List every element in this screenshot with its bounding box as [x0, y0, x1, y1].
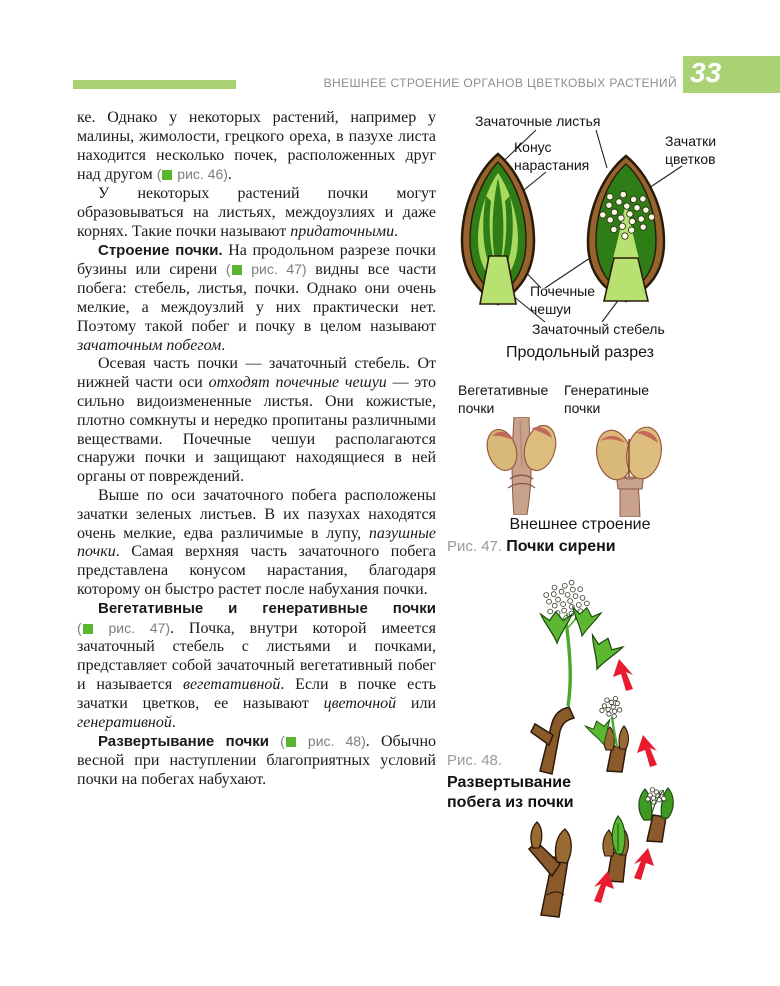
figure-47-photos [450, 375, 780, 540]
figure-reference: ( рис. 47) [77, 619, 171, 636]
text-segment: . [394, 222, 399, 240]
figure-ref-square-icon [162, 170, 172, 180]
text-segment: Осевая часть почки — зачаточный стебель. От нижней части оси [77, 355, 436, 392]
figure-column [447, 110, 780, 970]
header-green-bar [73, 80, 236, 89]
figure-ref-square-icon [286, 737, 296, 747]
label-flower-primordia: Зачатки цветков [665, 133, 717, 168]
paragraph-6 [77, 600, 436, 733]
figure-47-caption-prefix: Рис. 47. [447, 538, 503, 555]
text-segment: Выше по оси зачаточного побега расположены зачатки зеленых листьев. В их пазухах находятся очень мелкие, едва различимые в лупу, [77, 486, 436, 542]
text-segment: . Почка, внутри которой имеется зачаточный стебель с листьями и почками, представляет собой зачаточный вегетативный побег и называется [77, 619, 436, 693]
text-segment: зачаточным побегом [77, 336, 222, 354]
page-number-box [683, 56, 780, 93]
text-segment [269, 733, 280, 750]
text-segment: . Если в почке есть зачатки цветков, ее называют [77, 675, 436, 712]
figure-48-caption-title: Развертывание побега из почки [447, 774, 574, 811]
inline-heading: Строение почки. [98, 241, 223, 259]
page-number: 33 [690, 57, 722, 88]
emerging-cluster-dots [600, 696, 622, 718]
text-segment: вегетативной [183, 675, 281, 693]
figure-reference: ( рис. 47) [225, 261, 307, 278]
label-embryonic-stem: Зачаточный стебель [532, 321, 665, 337]
text-segment: . Обычно весной при наступлении благоприятных условий почки на побегах набухают. [77, 733, 437, 788]
label-vegetative-buds: Вегетативные почки [458, 382, 549, 417]
figure-reference: ( рис. 48) [280, 733, 366, 750]
vegetative-buds-photo [482, 417, 560, 515]
text-segment: генеративной [77, 713, 172, 731]
text-segment: придаточными [290, 222, 395, 240]
text-segment: . [221, 336, 226, 354]
running-head: ВНЕШНЕЕ СТРОЕНИЕ ОРГАНОВ ЦВЕТКОВЫХ РАСТЕНИЙ [323, 76, 677, 90]
text-segment: . [227, 166, 232, 184]
figure-ref-square-icon [83, 624, 93, 634]
bud-unfolding-drawing [507, 565, 780, 937]
figure-ref-square-icon [232, 265, 242, 275]
stage-bud-opening [639, 788, 673, 842]
figure-47-caption-title: Почки сирени [506, 538, 616, 555]
generative-buds-photo [586, 425, 674, 517]
red-arrow-2 [634, 848, 654, 880]
generative-bud-section [588, 156, 664, 301]
stage-dormant-twig [529, 822, 571, 917]
article-text [77, 109, 436, 790]
label-generative-buds: Генератиные почки [564, 382, 650, 417]
figure-48 [447, 562, 780, 970]
label-bud-scales: Почечные чешуи [530, 283, 596, 318]
text-segment: — это сильно видоизмененные листья. Они кожистые, плотно сомкнуты и нередко пропитаны различными веществами. Почечные чешуи располагаются снаружи почки и защищают находящиеся в ней органы от повреждений. [77, 374, 437, 486]
vegetative-bud-section [462, 154, 534, 304]
text-segment: У некоторых растений почки могут образовываться на листьях, междоузлиях и даже корнях. Такие почки называют [77, 185, 436, 240]
paragraph-3 [77, 242, 436, 356]
paragraph-1 [77, 109, 436, 185]
figure-48-caption-prefix: Рис. 48. [447, 752, 503, 769]
label-growth-cone: Конус нарастания [514, 139, 590, 174]
red-arrow-4 [613, 659, 633, 691]
paragraph-7 [77, 732, 436, 789]
caption-longitudinal-section: Продольный разрез [506, 344, 654, 361]
text-segment: отходят почечные чешуи [208, 374, 387, 392]
paragraph-2 [77, 185, 436, 241]
inline-heading: Развертывание почки [98, 733, 269, 751]
text-segment: . Самая верхняя часть зачаточного побега представлена конусом нарастания, благодаря которому он быстро растет после набухания почки. [77, 543, 436, 598]
text-segment: или [396, 694, 436, 712]
text-segment: цветочной [323, 694, 397, 712]
red-arrow-3 [637, 735, 657, 767]
figure-47-caption [447, 538, 616, 556]
text-segment: видны все части побега: стебель, листья, почки. Однако они очень мелкие, а междоузлий у них практически нет. Поэтому такой побег и почку в целом называют [77, 261, 437, 335]
caption-external-structure: Внешнее строение [509, 516, 651, 533]
text-segment: пазушные почки [77, 524, 436, 561]
stage-bud-swelling [603, 816, 629, 882]
stage-inflorescence-emerging [585, 696, 628, 772]
text-segment: . [171, 713, 176, 731]
text-segment: ке. Однако у некоторых растений, например у малины, жимолости, грецкого ореха, в пазухе листа находится несколько почек, расположенных друг над другом [77, 109, 436, 184]
text-segment: На продольном разрезе почки бузины или сирени [77, 241, 436, 279]
figure-47-longitudinal-section [450, 110, 780, 372]
paragraph-5 [77, 487, 436, 600]
label-embryonic-leaves: Зачаточные листья [475, 113, 601, 129]
figure-reference: ( рис. 46) [156, 166, 228, 183]
inline-heading: Вегетативные и генеративные почки [98, 599, 436, 617]
paragraph-4 [77, 355, 436, 487]
